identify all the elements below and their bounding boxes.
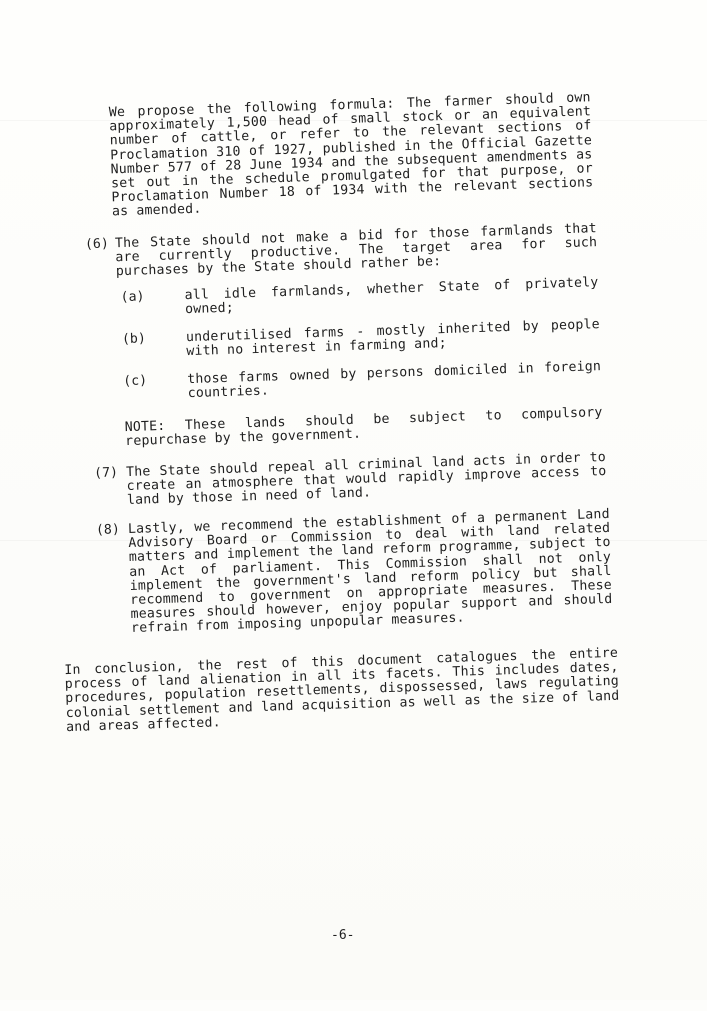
formula-paragraph: We propose the following formula: The farmer should own approximately 1,500 head of small stock or an equivalent number of cattle, or refer to the relevant sections of Proclamation 310 of 1927, published in the Official Gazette Number 577 of 28 June 1934 and the subsequent amendments as set out in the schedule promulgated for that purpose, or Proclamation Number 18 of 1934 with the relevant sections as amended. — [108, 90, 594, 220]
conclusion-paragraph: In conclusion, the rest of this document catalogues the entire process of land alienation in all its facets. This includes dates, procedures, population resettlements, dispossessed, laws regulating colonial settlement and land acquisition as well as the size of land and areas affected. — [64, 645, 620, 735]
page-number: -6- — [331, 928, 355, 943]
sub-c-letter: (c) — [123, 373, 148, 390]
item-6-text: The State should not make a bid for those farmlands that are currently productive. The target area for such purchases by the State should rather be: — [114, 221, 598, 280]
sub-a-text: all idle farmlands, whether State of privately owned; — [184, 275, 599, 318]
item-8-number: (8) — [95, 522, 121, 539]
item-8-text: Lastly, we recommend the establishment of a permanent Land Advisory Board or Commission to deal with land related matters and implement the land reform programme, subject to an Act of parliament. This Commission shall not only implement the government's land reform policy but shall recommend to government on appropriate measures. These measures should however, enjoy popular support and should refrain from imposing unpopular measures. — [127, 506, 613, 637]
item-6-number: (6) — [84, 236, 110, 253]
sub-b-text: underutilised farms - mostly inherited by people with no interest in farming and; — [185, 317, 600, 360]
sub-a-letter: (a) — [120, 289, 145, 306]
note-paragraph: NOTE: These lands should be subject to compulsory repurchase by the government. — [124, 405, 603, 450]
item-7-text: The State should repeal all criminal land acts in order to create an atmosphere that would rapidly improve access to land by those in need of land. — [125, 449, 607, 509]
sub-c-text: those farms owned by persons domiciled in foreign countries. — [187, 359, 602, 402]
sub-b-letter: (b) — [121, 331, 147, 348]
item-7-number: (7) — [93, 465, 119, 482]
